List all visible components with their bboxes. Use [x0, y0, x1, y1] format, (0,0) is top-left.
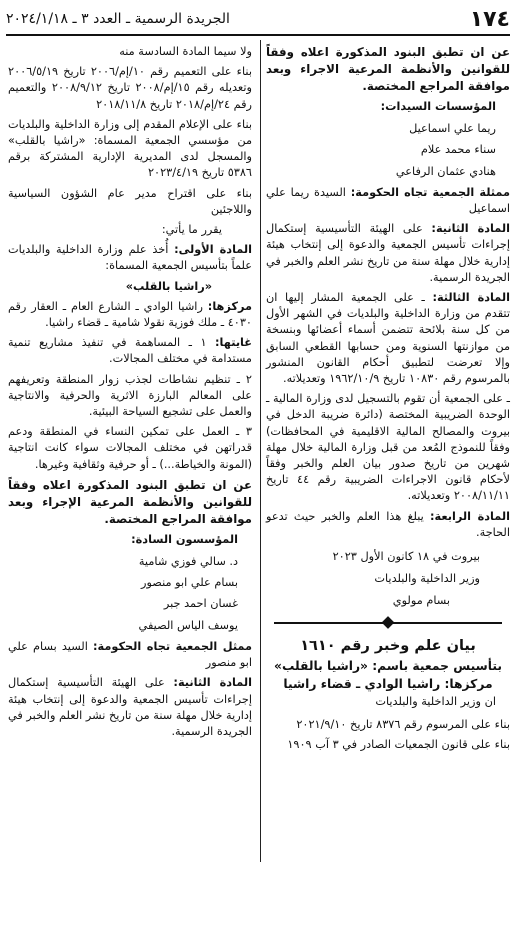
- rep-label: ممثلة الجمعية تجاه الحكومة:: [350, 185, 510, 199]
- right-column: [266, 44, 510, 757]
- article-3-continued: ـ على الجمعية أن تقوم بالتسجيل لدى وزارة المالية ـ الوحدة الضريبية المختصة (دائرة ضريبة الدخل في بيروت والمصالح المالية الاقليمية في المحافظات) وفقاً للنموذج المُعد من قبل وزارة المالية خلال مهلة شهرين من تاريخ صدور بيان العلم والخبر وفقاً لأحكام قانون الاجراءات الضريبية رقم ٤٤ تاريخ ٢٠٠٨/١١/١١ وتعديلاته.: [266, 392, 510, 503]
- founder-name: د. سالي فوزي شامية: [138, 555, 238, 569]
- rep-value: السيد بسام علي ابو منصور: [8, 639, 252, 670]
- government-representative: [266, 185, 510, 217]
- government-representative: [8, 639, 252, 671]
- center-label: مركزها:: [207, 299, 253, 313]
- legal-basis: بناء على اقتراح مدير عام الشؤون السياسية واللاجئين: [8, 186, 252, 216]
- association-name: «راشيا بالقلب»: [125, 279, 212, 293]
- decision-intro: يقرر ما يأتي:: [161, 223, 222, 237]
- signature-name: بسام مولوي: [392, 594, 450, 608]
- article-3: [266, 290, 510, 387]
- header-rule: [6, 34, 510, 36]
- terms-paragraph: عن ان تطبق البنود المذكورة اعلاه وفقاً للقوانين والأنظمة المرعية الإجراء وبعد موافقة المراجع المختصة.: [8, 477, 252, 526]
- announcement-title: بيان علم وخبر رقم ١٦١٠: [300, 637, 476, 654]
- founder-name: بسام علي ابو منصور: [141, 576, 238, 590]
- founders-title: المؤسسون السادة:: [131, 532, 238, 546]
- rep-value: السيدة ريما علي اسماعيل: [266, 185, 510, 216]
- announcement-subtitle: بتأسيس جمعية باسم: «راشيا بالقلب»: [274, 658, 502, 673]
- legal-basis: بناء على التعميم رقم ١٠/إم/٢٠٠٦ تاريخ ٢٠٠٦/٥/١٩ وتعديله رقم ١٥/إم/٢٠٠٨ تاريخ ٢٠٠٨/٩/١٢ والتعميم رقم ٢٤/إم/٢٠١٨ تاريخ ٢٠١٨/١١/٨: [8, 65, 252, 111]
- page-number: ١٧٤: [469, 6, 510, 32]
- legal-basis: بناء على الإعلام المقدم إلى وزارة الداخلية والبلديات من مؤسسي الجمعية المسماة: «راشيا بالقلب» والمسجل لدى المديرية الإدارية المشتركة برقم ٥٣٨٦ تاريخ ٢٠٢٣/٤/١٩: [8, 117, 252, 180]
- article-2-label: المادة الثانية:: [173, 676, 252, 690]
- article-2-text: على الهيئة التأسيسية إستكمال إجراءات تأسيس الجمعية والدعوة إلى إنتخاب هيئة إدارية خلال مهلة سنة من تاريخ نشر العلم والخبر في الجريدة الرسمية.: [8, 676, 252, 738]
- terms-paragraph: عن ان تطبق البنود المذكورة اعلاه وفقاً للقوانين والأنظمة المرعية الاجراء وبعد موافقة المراجع المختصة.: [266, 45, 510, 93]
- article-3-label: المادة الثالثة:: [432, 291, 510, 305]
- signature-place-date: بيروت في ١٨ كانون الأول ٢٠٢٣: [332, 550, 480, 564]
- article-2: [8, 675, 252, 740]
- article-1: [8, 242, 252, 274]
- divider-diamond-icon: [382, 616, 395, 629]
- article-4-text: يبلغ هذا العلم والخبر حيث تدعو الحاجة.: [266, 509, 510, 539]
- article-1-text: أُخذ علم وزارة الداخلية والبلديات علماً بتأسيس الجمعية المسماة:: [8, 243, 252, 273]
- article-2: [266, 221, 510, 286]
- founder-name: هنادي عثمان الرفاعي: [395, 164, 496, 178]
- signature-title: وزير الداخلية والبلديات: [374, 572, 480, 586]
- center-text: راشيا الوادي ـ الشارع العام ـ العقار رقم ٤٠٣٠ ـ ملك فوزية نقولا شامية ـ قضاء راشيا.: [8, 299, 252, 330]
- founder-name: غسان احمد جبر: [163, 597, 238, 611]
- article-4-label: المادة الرابعة:: [430, 509, 510, 523]
- announcement-location: مركزها: راشيا الوادي ـ قضاء راشيا: [283, 677, 493, 692]
- article-4: [266, 509, 510, 541]
- article-2-text: على الهيئة التأسيسية إستكمال إجراءات تأسيس الجمعية والدعوة إلى إنتخاب هيئة إدارية خلال مهلة سنة من تاريخ نشر العلم والخبر في الجريدة الرسمية.: [266, 222, 510, 284]
- goal-1-text: ١ ـ المساهمة في تنفيذ مشاريع تنمية مستدامة في مختلف المجالات.: [8, 336, 252, 366]
- left-column: [8, 44, 252, 744]
- goal-1: [8, 335, 252, 367]
- article-2-label: المادة الثانية:: [431, 222, 510, 236]
- goal-2: ٢ ـ تنظيم نشاطات لجذب زوار المنطقة وتعريفهم على المعالم البارزة الاثرية والحرفية والانتاجية والعمل على تشجيع السياحة البيئية.: [8, 372, 252, 419]
- running-title: الجريدة الرسمية ـ العدد ٣ ـ ٢٠٢٤/١/١٨: [6, 11, 230, 27]
- rep-label: ممثل الجمعية تجاه الحكومة:: [93, 639, 252, 653]
- goal-3: ٣ ـ العمل على تمكين النساء في المنطقة ودعم قدراتهن في مختلف المجالات سواء كانت انتاجية (المونة والخياطة...) ـ أو حرفية وثقافية وغيرها.: [8, 425, 252, 471]
- intro-line: ان وزير الداخلية والبلديات: [375, 695, 496, 709]
- association-center: [8, 299, 252, 331]
- founder-name: يوسف الياس الصيفي: [138, 618, 238, 632]
- intro-line: بناء على قانون الجمعيات الصادر في ٣ آب ١٩٠٩: [287, 737, 510, 751]
- section-divider: [274, 618, 502, 628]
- goals-label: غايتها:: [214, 336, 253, 350]
- founder-name: سناء محمد علام: [420, 143, 496, 157]
- article-1-label: المادة الأولى:: [174, 243, 252, 257]
- legal-basis: ولا سيما المادة السادسة منه: [119, 45, 252, 58]
- founders-title: المؤسسات السيدات:: [380, 100, 496, 113]
- column-divider: [260, 40, 261, 862]
- intro-line: بناء على المرسوم رقم ٨٣٧٦ تاريخ ٢٠٢١/٩/١٠: [296, 717, 510, 731]
- founder-name: ريما علي اسماعيل: [409, 122, 496, 136]
- article-3-text: ـ على الجمعية المشار إليها ان تتقدم من وزارة الداخلية والبلديات في الشهر الأول من كل سنة بلائحة تتضمن أسماء أعضائها وبنسخة من موازنتها السنوية ومن حسابها القطعي السابق وإلا تعرضت لتطبيق أحكام القانون المنشور بالمرسوم رقم ١٠٨٣٠ تاريخ ١٩٦٢/١٠/٩ وتعديلاته.: [266, 291, 510, 386]
- page-header: [6, 6, 510, 32]
